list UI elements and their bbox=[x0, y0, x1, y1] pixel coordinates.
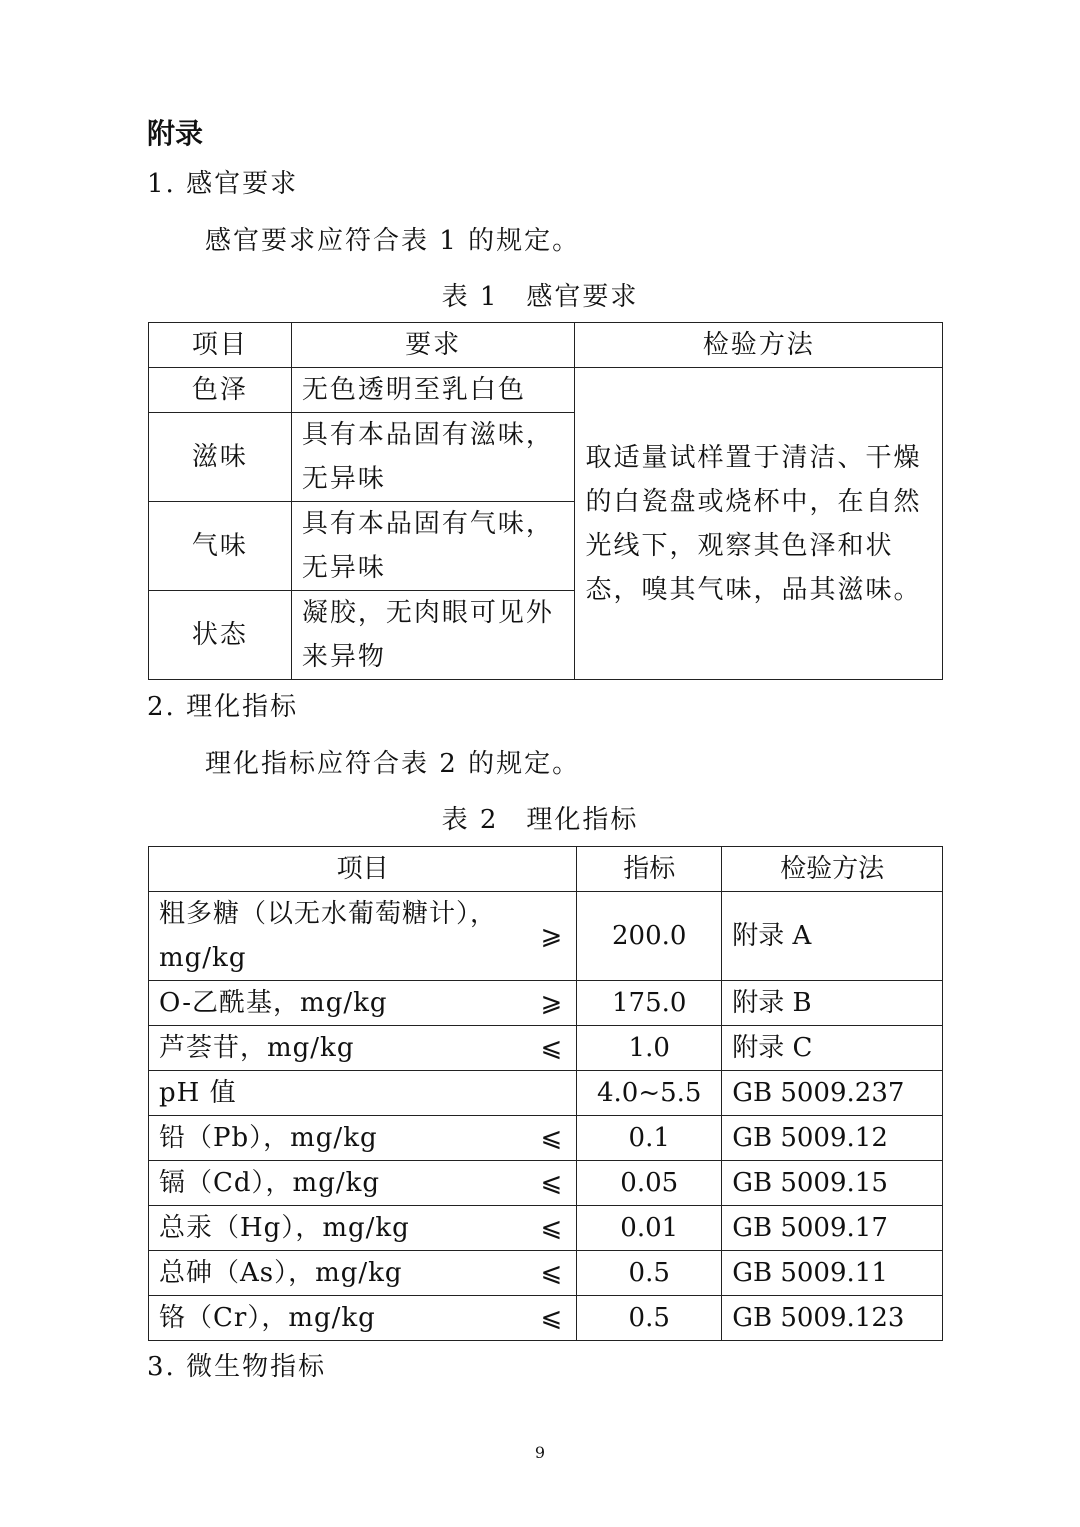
requirement-cell bbox=[291, 502, 575, 591]
method-cell: 附录 A bbox=[722, 892, 943, 981]
table-row bbox=[149, 368, 943, 413]
table-row bbox=[149, 1206, 943, 1251]
value-cell: 4.0~5.5 bbox=[577, 1071, 722, 1116]
requirement-cell bbox=[291, 413, 575, 502]
table-header-row bbox=[149, 847, 943, 892]
item-line: 镉（Cd），mg/kg bbox=[159, 1168, 380, 1198]
method-cell bbox=[575, 368, 943, 680]
item-line: mg/kg bbox=[159, 943, 247, 973]
comparison-symbol: ⩽ bbox=[540, 1123, 563, 1153]
method-cell: GB 5009.237 bbox=[722, 1071, 943, 1116]
item-line: 铅（Pb），mg/kg bbox=[159, 1123, 378, 1153]
item-cell bbox=[149, 892, 577, 981]
header-cell: 检验方法 bbox=[575, 323, 943, 368]
header-cell: 指标 bbox=[577, 847, 722, 892]
item-cell bbox=[149, 1296, 577, 1341]
value-cell: 1.0 bbox=[577, 1026, 722, 1071]
table-row bbox=[149, 1026, 943, 1071]
item-cell bbox=[149, 981, 577, 1026]
value-cell: 200.0 bbox=[577, 892, 722, 981]
item-line: 总砷（As），mg/kg bbox=[159, 1258, 403, 1288]
comparison-symbol: ⩾ bbox=[540, 988, 563, 1018]
table-header-row bbox=[149, 323, 943, 368]
item-line: 粗多糖（以无水葡萄糖计）， bbox=[159, 899, 498, 929]
table-row bbox=[149, 892, 943, 981]
value-cell: 0.5 bbox=[577, 1296, 722, 1341]
table-row bbox=[149, 1296, 943, 1341]
requirement-line: 无异味 bbox=[301, 464, 386, 494]
method-cell: GB 5009.123 bbox=[722, 1296, 943, 1341]
comparison-symbol: ⩾ bbox=[540, 921, 563, 951]
header-cell: 检验方法 bbox=[722, 847, 943, 892]
appendix-title: 附录 bbox=[147, 117, 204, 150]
header-cell: 要求 bbox=[291, 323, 575, 368]
table-row bbox=[149, 1071, 943, 1116]
item-cell: 气味 bbox=[149, 502, 292, 591]
section2-heading: 2. 理化指标 bbox=[147, 692, 299, 722]
value-cell: 0.5 bbox=[577, 1251, 722, 1296]
page-number: 9 bbox=[534, 1443, 546, 1462]
comparison-symbol: ⩽ bbox=[540, 1258, 563, 1288]
method-cell: GB 5009.12 bbox=[722, 1116, 943, 1161]
section2-intro: 理化指标应符合表 2 的规定。 bbox=[205, 749, 581, 779]
item-cell: 色泽 bbox=[149, 368, 292, 413]
requirement-cell bbox=[291, 368, 575, 413]
method-cell: GB 5009.15 bbox=[722, 1161, 943, 1206]
header-cell: 项目 bbox=[149, 323, 292, 368]
method-cell: GB 5009.17 bbox=[722, 1206, 943, 1251]
requirement-line: 来异物 bbox=[301, 642, 386, 672]
section3-heading: 3. 微生物指标 bbox=[147, 1352, 327, 1382]
header-cell: 项目 bbox=[149, 847, 577, 892]
sensory-table bbox=[148, 322, 943, 680]
item-line: 芦荟苷，mg/kg bbox=[159, 1033, 355, 1063]
item-cell bbox=[149, 1071, 577, 1116]
table-row bbox=[149, 1251, 943, 1296]
item-line: pH 值 bbox=[159, 1078, 237, 1108]
item-cell bbox=[149, 1116, 577, 1161]
item-cell bbox=[149, 1026, 577, 1071]
requirement-cell bbox=[291, 591, 575, 680]
value-cell: 0.01 bbox=[577, 1206, 722, 1251]
comparison-symbol: ⩽ bbox=[540, 1303, 563, 1333]
method-cell: GB 5009.11 bbox=[722, 1251, 943, 1296]
section1-heading: 1. 感官要求 bbox=[147, 169, 299, 199]
method-cell: 附录 B bbox=[722, 981, 943, 1026]
method-line: 光线下，观察其色泽和状 bbox=[585, 530, 894, 561]
item-line: 铬（Cr），mg/kg bbox=[159, 1303, 376, 1333]
section1-intro: 感官要求应符合表 1 的规定。 bbox=[205, 226, 581, 256]
method-line: 态，嗅其气味，品其滋味。 bbox=[585, 574, 922, 605]
requirement-line: 无色透明至乳白色 bbox=[301, 375, 526, 405]
table1-caption: 表 1 感官要求 bbox=[441, 282, 639, 312]
value-cell: 175.0 bbox=[577, 981, 722, 1026]
table-row bbox=[149, 1116, 943, 1161]
item-cell bbox=[149, 1206, 577, 1251]
table2-caption: 表 2 理化指标 bbox=[441, 805, 639, 835]
item-line: 总汞（Hg），mg/kg bbox=[159, 1213, 410, 1243]
value-cell: 0.1 bbox=[577, 1116, 722, 1161]
item-cell: 滋味 bbox=[149, 413, 292, 502]
value-cell: 0.05 bbox=[577, 1161, 722, 1206]
method-line: 的白瓷盘或烧杯中，在自然 bbox=[585, 486, 922, 517]
method-line: 取适量试样置于清洁、干燥 bbox=[585, 442, 922, 473]
table-row bbox=[149, 1161, 943, 1206]
comparison-symbol: ⩽ bbox=[540, 1033, 563, 1063]
requirement-line: 无异味 bbox=[301, 553, 386, 583]
requirement-line: 具有本品固有气味， bbox=[301, 509, 554, 539]
item-cell: 状态 bbox=[149, 591, 292, 680]
item-line: O-乙酰基，mg/kg bbox=[159, 988, 388, 1018]
requirement-line: 具有本品固有滋味， bbox=[301, 420, 554, 450]
requirement-line: 凝胶，无肉眼可见外 bbox=[301, 598, 554, 628]
comparison-symbol: ⩽ bbox=[540, 1213, 563, 1243]
comparison-symbol: ⩽ bbox=[540, 1168, 563, 1198]
method-cell: 附录 C bbox=[722, 1026, 943, 1071]
physicochemical-table bbox=[148, 846, 943, 1341]
table-row bbox=[149, 981, 943, 1026]
item-cell bbox=[149, 1161, 577, 1206]
item-cell bbox=[149, 1251, 577, 1296]
